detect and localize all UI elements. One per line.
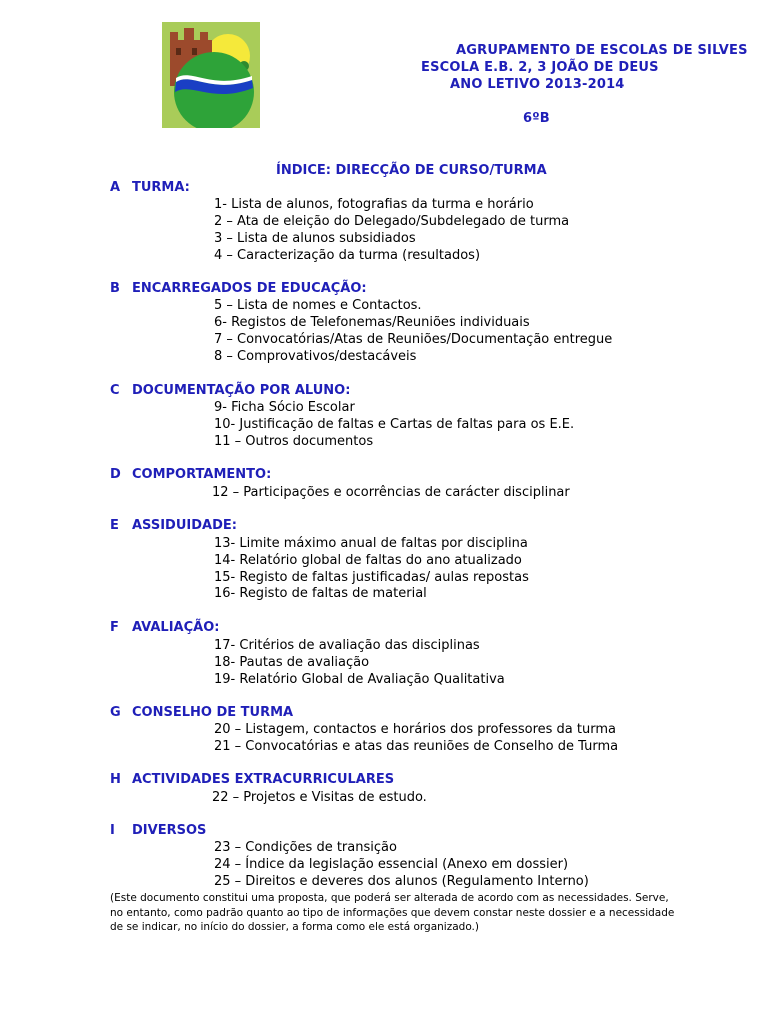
list-item: 8 – Comprovativos/destacáveis xyxy=(214,349,417,364)
school-logo xyxy=(162,22,260,128)
footnote-line: (Este documento constitui uma proposta, que poderá ser alterada de acordo com as necessidades. Serve, xyxy=(110,892,669,904)
list-item: 2 – Ata de eleição do Delegado/Subdelegado de turma xyxy=(214,214,570,229)
footnote-line: de se indicar, no início do dossier, a forma como ele está organizado.) xyxy=(110,921,479,933)
list-item: 21 – Convocatórias e atas das reuniões de Conselho de Turma xyxy=(214,739,619,754)
list-item: 9- Ficha Sócio Escolar xyxy=(214,400,355,415)
list-item: 24 – Índice da legislação essencial (Anexo em dossier) xyxy=(214,857,569,872)
section-d-title: D COMPORTAMENTO: xyxy=(110,467,272,482)
class-name: 6ºB xyxy=(523,111,550,126)
school-group-name: AGRUPAMENTO DE ESCOLAS DE SILVES xyxy=(456,43,748,58)
list-item: 18- Pautas de avaliação xyxy=(214,655,370,670)
list-item: 11 – Outros documentos xyxy=(214,434,374,449)
section-e-title: E ASSIDUIDADE: xyxy=(110,518,237,533)
list-item: 12 – Participações e ocorrências de carácter disciplinar xyxy=(212,485,570,500)
footnote-line: no entanto, como padrão quanto ao tipo de informações que devem constar neste dossier e a necessidade xyxy=(110,906,675,919)
section-g-title: G CONSELHO DE TURMA xyxy=(110,705,294,720)
list-item: 20 – Listagem, contactos e horários dos professores da turma xyxy=(214,722,616,737)
list-item: 13- Limite máximo anual de faltas por disciplina xyxy=(214,536,528,551)
list-item: 10- Justificação de faltas e Cartas de faltas para os E.E. xyxy=(214,417,575,432)
list-item: 4 – Caracterização da turma (resultados) xyxy=(214,248,481,263)
section-f-title: F AVALIAÇÃO: xyxy=(110,620,220,635)
list-item: 22 – Projetos e Visitas de estudo. xyxy=(212,790,427,805)
list-item: 23 – Condições de transição xyxy=(214,840,397,855)
list-item: 1- Lista de alunos, fotografias da turma e horário xyxy=(214,197,534,212)
school-year: ANO LETIVO 2013-2014 xyxy=(450,77,625,92)
section-c-title: C DOCUMENTAÇÃO POR ALUNO: xyxy=(110,383,351,398)
list-item: 16- Registo de faltas de material xyxy=(214,586,427,601)
section-i-title: I DIVERSOS xyxy=(110,823,207,838)
list-item: 3 – Lista de alunos subsidiados xyxy=(214,231,416,246)
footnote xyxy=(110,891,750,935)
school-name: ESCOLA E.B. 2, 3 JOÃO DE DEUS xyxy=(421,60,659,75)
list-item: 17- Critérios de avaliação das disciplinas xyxy=(214,638,480,653)
list-item: 15- Registo de faltas justificadas/ aulas repostas xyxy=(214,570,529,585)
list-item: 7 – Convocatórias/Atas de Reuniões/Documentação entregue xyxy=(214,332,613,347)
list-item: 14- Relatório global de faltas do ano atualizado xyxy=(214,553,522,568)
list-item: 25 – Direitos e deveres dos alunos (Regulamento Interno) xyxy=(214,874,589,889)
list-item: 5 – Lista de nomes e Contactos. xyxy=(214,298,422,313)
index-title: ÍNDICE: DIRECÇÃO DE CURSO/TURMA xyxy=(276,163,547,178)
section-b-title: B ENCARREGADOS DE EDUCAÇÃO: xyxy=(110,281,367,296)
section-h-title: H ACTIVIDADES EXTRACURRICULARES xyxy=(110,772,395,787)
list-item: 6- Registos de Telefonemas/Reuniões individuais xyxy=(214,315,530,330)
list-item: 19- Relatório Global de Avaliação Qualitativa xyxy=(214,672,505,687)
section-a-title: A TURMA: xyxy=(110,180,190,195)
